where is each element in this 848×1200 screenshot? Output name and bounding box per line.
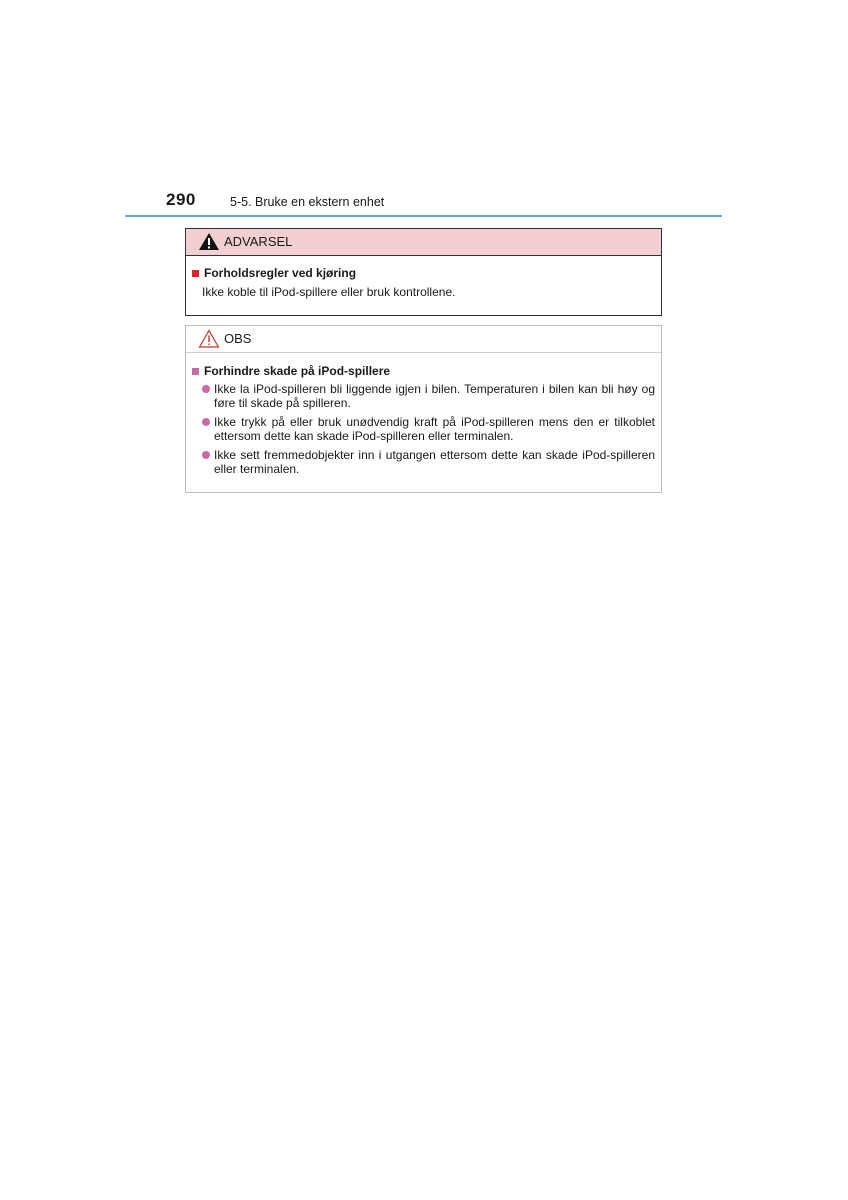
page-header (166, 190, 726, 216)
header-rule (125, 215, 722, 217)
bullet-icon (202, 418, 210, 426)
list-item: Ikke sett fremmedobjekter inn i utgangen ettersom dette kan skade iPod-spilleren eller terminalen. (202, 448, 655, 476)
warning-label: ADVARSEL (224, 234, 293, 249)
list-item: Ikke la iPod-spilleren bli liggende igjen i bilen. Temperaturen i bilen kan bli høy og føre til skade på spilleren. (202, 382, 655, 410)
warning-box (185, 228, 662, 316)
list-item: Ikke trykk på eller bruk unødvendig kraft på iPod-spilleren mens den er tilkoblet ettersom dette kan skade iPod-spilleren eller terminalen. (202, 415, 655, 443)
caution-heading (192, 364, 390, 378)
warning-bar (186, 229, 661, 256)
bullet-icon (202, 451, 210, 459)
caution-label: OBS (224, 331, 252, 346)
caution-bar (186, 326, 661, 353)
warning-heading (192, 266, 356, 280)
caution-bullet-list (202, 382, 655, 481)
caution-heading-text: Forhindre skade på iPod-spillere (204, 364, 391, 378)
warning-square-icon (192, 270, 199, 277)
bullet-icon (202, 385, 210, 393)
warning-heading-text: Forholdsregler ved kjøring (204, 266, 357, 280)
warning-triangle-icon (198, 232, 220, 251)
caution-triangle-icon (198, 329, 220, 348)
warning-text: Ikke koble til iPod-spillere eller bruk kontrollene. (202, 285, 456, 299)
page-number: 290 (166, 190, 196, 209)
section-title: 5-5. Bruke en ekstern enhet (230, 195, 385, 209)
caution-box (185, 325, 662, 493)
caution-square-icon (192, 368, 199, 375)
